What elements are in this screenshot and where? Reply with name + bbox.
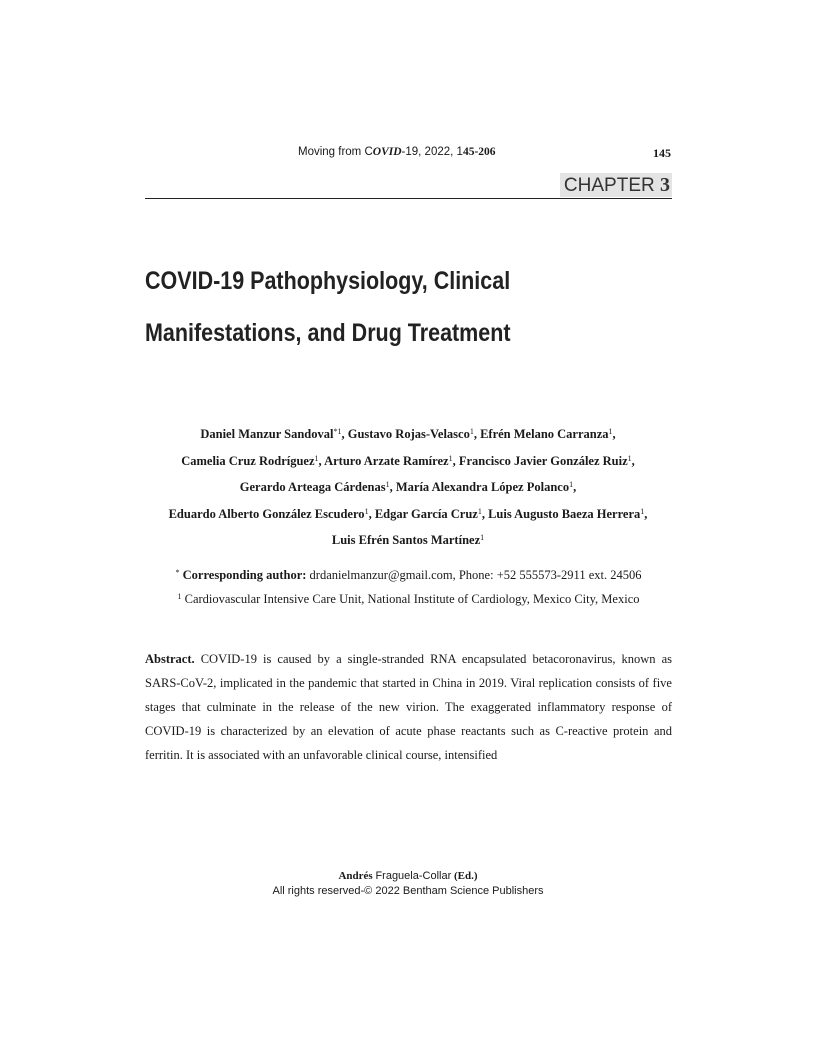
author: Camelia Cruz Rodríguez$^1$, [181,453,325,468]
author: Arturo Arzate Ramírez$^1$, [324,453,459,468]
affiliation-note: $^1$ Cardiovascular Intensive Care Unit, National Institute of Cardiology, Mexico City, Mexico [177,592,640,606]
author: Efrén Melano Carranza$^1$, [480,427,616,441]
author: Luis Efrén Santos Martínez$^1$ [331,533,485,547]
author: Eduardo Alberto González Escudero$^1$, [168,506,375,521]
author: Gustavo Rojas-Velasco$^1$, [347,427,481,441]
author: Francisco Javier González Ruiz$^1$, [458,453,635,468]
author: Gerardo Arteaga Cárdenas$^1$, [239,480,396,494]
header-divider [145,198,672,199]
journal-citation: Moving from COVID-19, 2022, 145-206 [298,146,496,158]
abstract-text: COVID-19 is caused by a single-stranded RNA encapsulated betacoronavirus, known as SARS-CoV-2, implicated in the pandemic that started in China in 2019. Viral replication consists of five stages that culminate in the release of the new virion. The exaggerated inflammatory response of COVID-19 is characterized by an elevation of acute phase reactants such as C-reactive protein and ferritin. It is associated with an unfavorable clinical course, intensified [145,652,673,762]
running-head [0,146,816,162]
chapter-number: 3 [660,174,670,196]
contact-details: drdanielmanzur@gmail.com, Phone: +52 555573-2911 ext. 24506 [309,568,642,582]
author: Edgar García Cruz$^1$, [374,506,489,521]
chapter-title: COVID-19 Pathophysiology, Clinical Manifestations, and Drug Treatment [145,267,511,347]
editor-line: Andrés Fraguela-Collar (Ed.) [338,870,478,882]
author-list [120,421,696,554]
page-footer [0,869,816,899]
copyright-line: All rights reserved-© 2022 Bentham Science Publishers [272,885,544,897]
author: María Alexandra López Polanco$^1$, [395,480,577,494]
author: Luis Augusto Baeza Herrera$^1$, [488,506,648,521]
author-notes [145,563,672,611]
chapter-label: CHAPTER 3 [560,173,672,197]
corresponding-author-note: * Corresponding author: drdanielmanzur@gmail.com, Phone: +52 555573-2911 ext. 24506 [175,568,642,582]
abstract-label: Abstract. [145,652,195,666]
author: Daniel Manzur Sandoval$^{*1}$, [200,427,348,441]
page-number: 145 [653,146,671,160]
abstract [145,647,672,767]
